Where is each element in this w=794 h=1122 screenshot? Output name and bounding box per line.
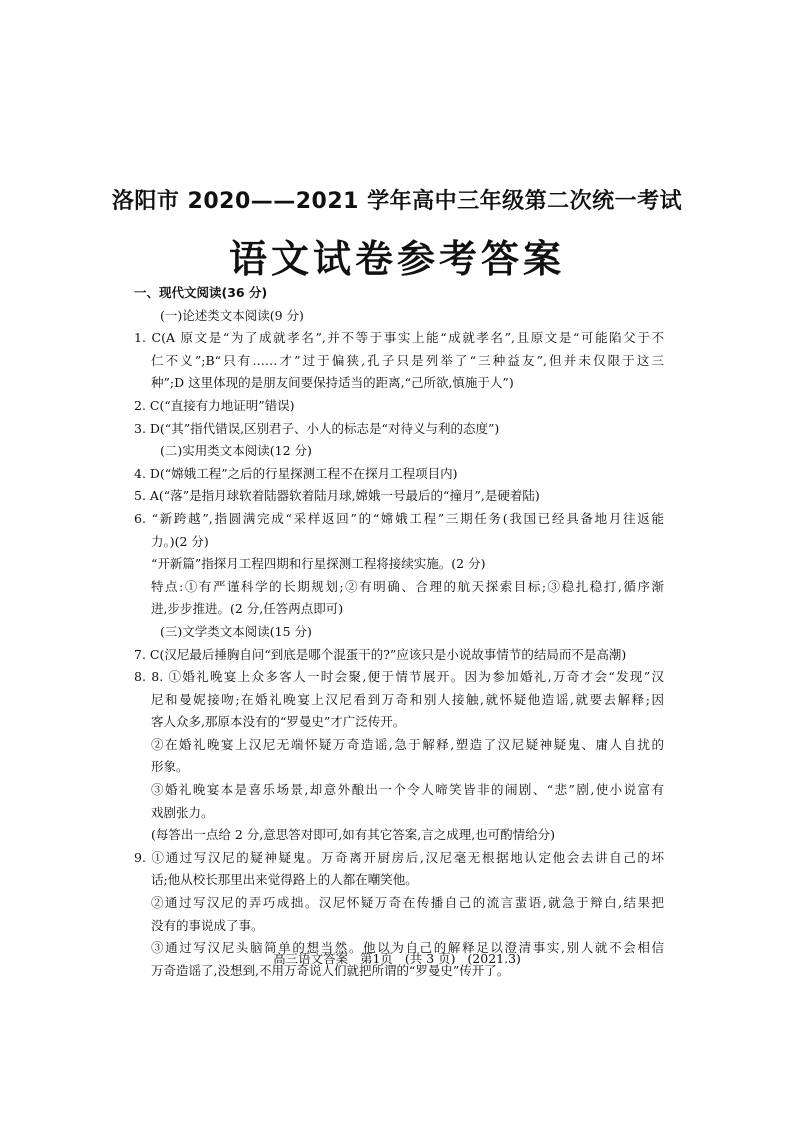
answer-line: 特点:①有严谨科学的长期规划;②有明确、合理的航天探索目标;③稳扎稳打,循序渐 [151, 578, 664, 594]
answer-line: ②在婚礼晚宴上汉尼无端怀疑万奇造谣,急于解释,塑造了汉尼疑神疑鬼、庸人自扰的 [151, 736, 664, 752]
answer-line: 9. ①通过写汉尼的疑神疑鬼。万奇离开厨房后,汉尼毫无根据地认定他会去讲自己的坏 [134, 849, 664, 865]
answer-line: 力。)(2 分) [151, 533, 209, 549]
subsection-heading: (三)文学类文本阅读(15 分) [160, 623, 312, 639]
answer-line: 万奇造谣了,没想到,不用万奇说人们就把所谓的“罗曼史”传开了。 [151, 962, 510, 978]
answer-line: “开新篇”指探月工程四期和行星探测工程将接续实施。(2 分) [151, 556, 486, 572]
answer-line: 没有的事说成了事。 [151, 917, 264, 933]
answer-line: 进,步步推进。(2 分,任答两点即可) [151, 601, 344, 617]
answer-line: 3. D(“其”指代错误,区别君子、小人的标志是“对待义与利的态度”) [134, 420, 500, 436]
answer-line: 仁不义”;B“只有……才”过于偏狭,孔子只是列举了“三种益友”,但并未仅限于这三 [151, 352, 664, 368]
answer-line: 8. 8. ①婚礼晚宴上众多客人一时会聚,便于情节展开。因为参加婚礼,万奇才会“发现”汉 [134, 669, 664, 685]
document-title: 语文试卷参考答案 [228, 236, 565, 281]
answer-line: 1. C(A 原文是“为了成就孝名”,并不等于事实上能“成就孝名”,且原文是“可能陷父于不 [134, 330, 664, 346]
answer-line: 戏剧张力。 [151, 804, 214, 820]
answer-line: 话;他从校长那里出来觉得路上的人都在嘲笑他。 [151, 872, 418, 888]
answer-line: ③通过写汉尼头脑简单的想当然。他以为自己的解释足以澄清事实,别人就不会相信 [151, 940, 664, 956]
answer-line: 客人众多,那原本没有的“罗曼史”才广泛传开。 [151, 714, 406, 730]
answer-line: 4. D(“嫦娥工程”之后的行星探测工程不在探月工程项目内) [134, 465, 458, 481]
answer-line: (每答出一点给 2 分,意思答对即可,如有其它答案,言之成理,也可酌情给分) [151, 827, 556, 843]
subsection-heading: (一)论述类文本阅读(9 分) [160, 307, 304, 323]
answer-line: 6. “新跨越”,指圆满完成“采样返回”的“嫦娥工程”三期任务(我国已经具备地月往返能 [134, 510, 664, 526]
answer-line: ③婚礼晚宴本是喜乐场景,却意外酿出一个令人啼笑皆非的闹剧、“悲”剧,使小说富有 [151, 782, 664, 798]
section-heading: 一、现代文阅读(36 分) [134, 285, 268, 300]
answer-line: 形象。 [151, 759, 189, 775]
answer-line: 尼和曼妮接吻;在婚礼晚宴上汉尼看到万奇和别人接触,就怀疑他造谣,就要去解释;因 [151, 691, 664, 707]
answer-line: 种”;D 这里体现的是朋友间要保持适当的距离,“己所欲,慎施于人”) [151, 375, 514, 391]
subsection-heading: (二)实用类文本阅读(12 分) [160, 443, 312, 459]
page-footer: 高三语文答案 第1页 (共 3 页) (2021.3) [273, 951, 521, 966]
answer-line: 7. C(汉尼最后捶胸自问“到底是哪个混蛋干的?”应该只是小说故事情节的结局而不是高潮) [134, 646, 627, 662]
answer-line: 2. C(“直接有力地证明”错误) [134, 397, 295, 413]
answer-line: ②通过写汉尼的弄巧成拙。汉尼怀疑万奇在传播自己的流言蜚语,就急于辩白,结果把 [151, 895, 664, 911]
exam-title: 洛阳市 2020——2021 学年高中三年级第二次统一考试 [111, 189, 683, 214]
answer-content [134, 282, 664, 982]
answer-line: 5. A(“落”是指月球软着陆器软着陆月球,嫦娥一号最后的“撞月”,是硬着陆) [134, 488, 540, 504]
